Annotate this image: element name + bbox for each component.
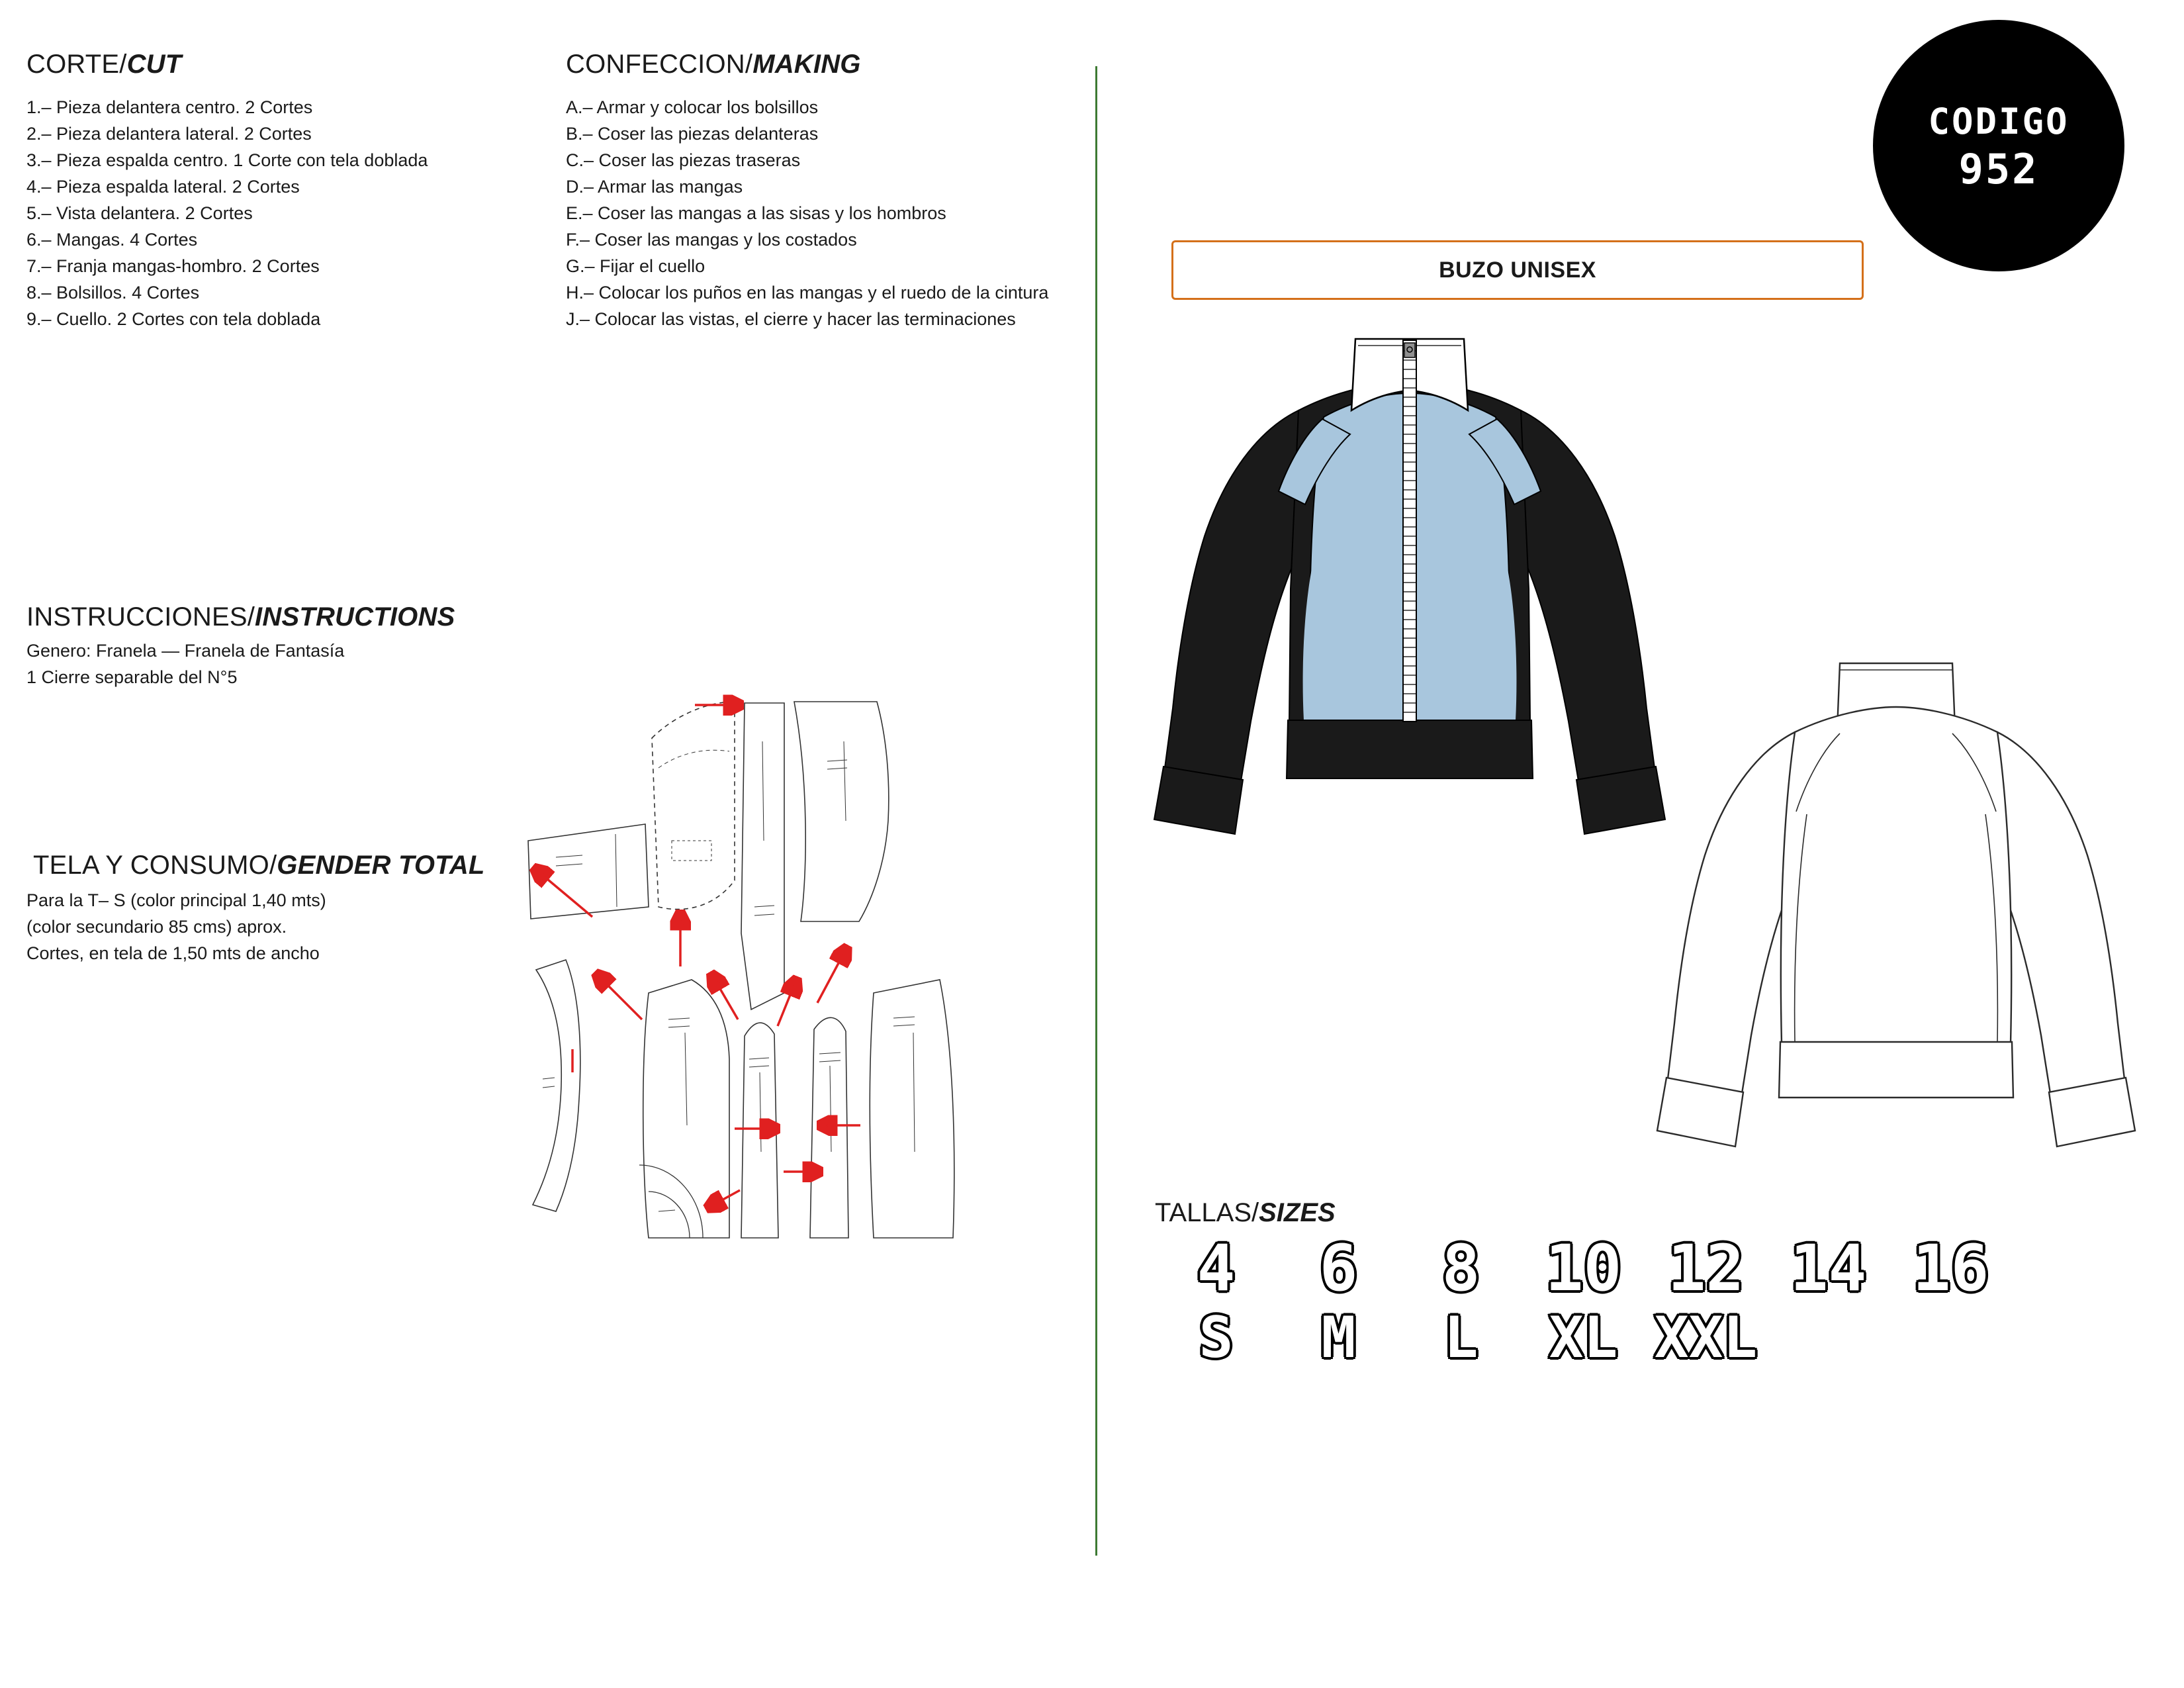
instructions-title-italic: INSTRUCTIONS (255, 602, 455, 632)
size-number: 6 (1319, 1231, 1358, 1305)
cut-item: 2.– Pieza delantera lateral. 2 Cortes (26, 124, 312, 144)
garment-front-illustration (1125, 311, 1694, 940)
cut-item: 3.– Pieza espalda centro. 1 Corte con tela doblada (26, 150, 428, 170)
cut-item: 4.– Pieza espalda lateral. 2 Cortes (26, 177, 300, 197)
instructions-line: 1 Cierre separable del N°5 (26, 667, 238, 687)
sizes-title-italic: SIZES (1259, 1198, 1336, 1227)
sizes-title-main: TALLAS/ (1155, 1198, 1259, 1227)
making-item: B.– Coser las piezas delanteras (566, 124, 819, 144)
making-section-title (566, 50, 1089, 79)
fabric-section-title (26, 851, 543, 880)
instructions-line: Genero: Franela — Franela de Fantasía (26, 641, 345, 661)
sizes-title (1155, 1198, 2148, 1228)
size-letter: XL (1549, 1305, 1618, 1371)
fabric-line: (color secundario 85 cms) aprox. (26, 917, 287, 937)
size-letter: S (1199, 1305, 1234, 1371)
size-number: 12 (1667, 1231, 1745, 1305)
sizes-section (1155, 1198, 2148, 1371)
fabric-title-main: TELA Y CONSUMO/ (33, 851, 277, 880)
pattern-pieces-diagram (516, 622, 1079, 1357)
making-item: E.– Coser las mangas a las sisas y los hombros (566, 203, 946, 223)
cut-title-italic: CUT (126, 50, 182, 79)
size-number: 4 (1197, 1231, 1236, 1305)
size-letter: XXL (1654, 1305, 1758, 1371)
fabric-line: Para la T– S (color principal 1,40 mts) (26, 890, 326, 910)
code-badge-number: 952 (1958, 145, 2039, 193)
code-badge-label: CODIGO (1928, 101, 2070, 142)
garment-back-illustration (1641, 649, 2158, 1198)
making-title-main: CONFECCION/ (566, 50, 753, 79)
making-item: F.– Coser las mangas y los costados (566, 230, 857, 250)
size-number: 10 (1545, 1231, 1622, 1305)
cut-item: 1.– Pieza delantera centro. 2 Cortes (26, 97, 313, 117)
code-badge (1873, 20, 2124, 271)
vertical-divider (1095, 66, 1097, 1556)
cut-item: 8.– Bolsillos. 4 Cortes (26, 283, 200, 303)
size-letter: L (1443, 1305, 1479, 1371)
size-number: 14 (1790, 1231, 1867, 1305)
instructions-section (26, 602, 529, 690)
instructions-section-title (26, 602, 529, 632)
cut-item: 6.– Mangas. 4 Cortes (26, 230, 198, 250)
cut-item: 7.– Franja mangas-hombro. 2 Cortes (26, 256, 320, 276)
fabric-consumption-section (26, 851, 543, 966)
cut-item: 9.– Cuello. 2 Cortes con tela doblada (26, 309, 321, 329)
making-item: G.– Fijar el cuello (566, 256, 705, 276)
cut-item: 5.– Vista delantera. 2 Cortes (26, 203, 253, 223)
fabric-line: Cortes, en tela de 1,50 mts de ancho (26, 943, 320, 963)
making-item: D.– Armar las mangas (566, 177, 743, 197)
garment-title-text: BUZO UNISEX (1439, 257, 1596, 283)
size-numbers-row (1155, 1232, 2148, 1305)
making-item-h: H.– Colocar los puños en las mangas y el ruedo de la cintura (566, 283, 1049, 303)
size-letters-row (1155, 1305, 2148, 1371)
size-number: 16 (1912, 1231, 1989, 1305)
making-section (566, 50, 1089, 332)
making-item: A.– Armar y colocar los bolsillos (566, 97, 819, 117)
making-item-j: J.– Colocar las vistas, el cierre y hacer las terminaciones (566, 309, 1016, 329)
garment-title-box (1171, 240, 1864, 300)
size-letter: M (1321, 1305, 1356, 1371)
making-title-italic: MAKING (752, 50, 861, 79)
cut-section (26, 50, 503, 332)
cut-section-title (26, 50, 503, 79)
size-number: 8 (1441, 1231, 1480, 1305)
cut-title-main: CORTE/ (26, 50, 127, 79)
instructions-title-main: INSTRUCCIONES/ (26, 602, 255, 632)
making-item: C.– Coser las piezas traseras (566, 150, 801, 170)
fabric-title-italic: GENDER TOTAL (277, 851, 485, 880)
